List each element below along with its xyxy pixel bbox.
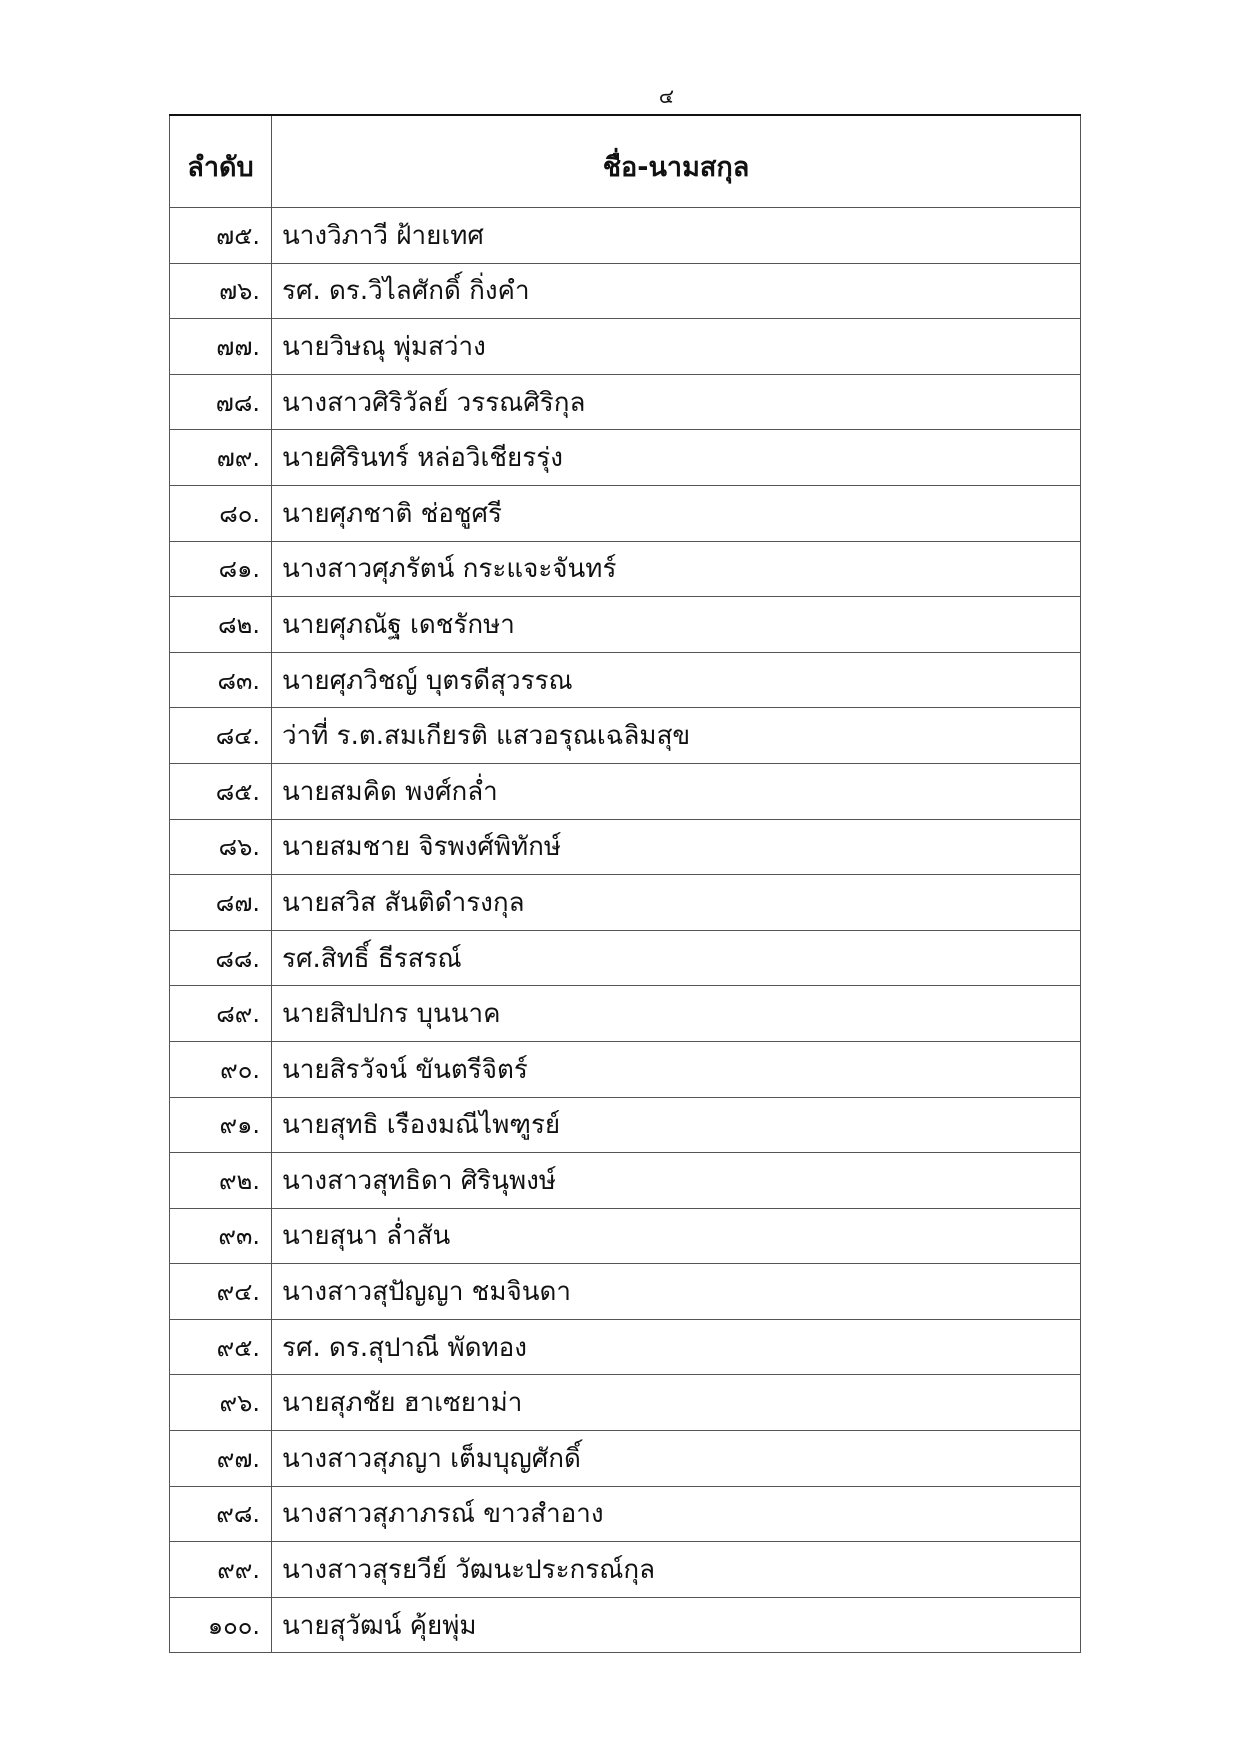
table-row xyxy=(170,875,1081,931)
table-row xyxy=(170,597,1081,653)
row-number: ๙๗. xyxy=(170,1431,272,1487)
table-row xyxy=(170,374,1081,430)
row-name: นางสาวสุภญา เต็มบุญศักดิ์ xyxy=(272,1431,1081,1487)
table-row xyxy=(170,986,1081,1042)
row-name: รศ. ดร.วิไลศักดิ์ กิ่งคำ xyxy=(272,263,1081,319)
table-row xyxy=(170,1431,1081,1487)
row-number: ๙๘. xyxy=(170,1486,272,1542)
row-name: นางสาวสุทธิดา ศิรินุพงษ์ xyxy=(272,1153,1081,1209)
table-row xyxy=(170,1375,1081,1431)
row-name: รศ. ดร.สุปาณี พัดทอง xyxy=(272,1319,1081,1375)
row-number: ๘๕. xyxy=(170,763,272,819)
table-row xyxy=(170,1097,1081,1153)
row-number: ๘๘. xyxy=(170,930,272,986)
row-number: ๙๓. xyxy=(170,1208,272,1264)
row-name: นางวิภาวี ฝ้ายเทศ xyxy=(272,208,1081,264)
row-name: นายสมคิด พงศ์กล่ำ xyxy=(272,763,1081,819)
table-body xyxy=(170,208,1081,1653)
row-name: นายสิรวัจน์ ขันตรีจิตร์ xyxy=(272,1041,1081,1097)
row-name: นายสมชาย จิรพงศ์พิทักษ์ xyxy=(272,819,1081,875)
row-number: ๗๕. xyxy=(170,208,272,264)
row-number: ๙๖. xyxy=(170,1375,272,1431)
row-number: ๗๗. xyxy=(170,319,272,375)
table-row xyxy=(170,430,1081,486)
row-number: ๗๖. xyxy=(170,263,272,319)
table-row xyxy=(170,1208,1081,1264)
name-list-table xyxy=(169,114,1081,1653)
row-name: นายสิปปกร บุนนาค xyxy=(272,986,1081,1042)
table-row xyxy=(170,1319,1081,1375)
row-number: ๙๑. xyxy=(170,1097,272,1153)
table-row xyxy=(170,819,1081,875)
row-name: นายศิรินทร์ หล่อวิเชียรรุ่ง xyxy=(272,430,1081,486)
table-row xyxy=(170,485,1081,541)
column-header-no: ลำดับ xyxy=(170,115,272,208)
table-row xyxy=(170,652,1081,708)
row-number: ๙๒. xyxy=(170,1153,272,1209)
row-number: ๘๑. xyxy=(170,541,272,597)
column-header-name: ชื่อ-นามสกุล xyxy=(272,115,1081,208)
row-number: ๘๒. xyxy=(170,597,272,653)
row-name: ว่าที่ ร.ต.สมเกียรติ แสวอรุณเฉลิมสุข xyxy=(272,708,1081,764)
row-number: ๙๔. xyxy=(170,1264,272,1320)
row-number: ๘๔. xyxy=(170,708,272,764)
row-name: นายสวิส สันติดำรงกุล xyxy=(272,875,1081,931)
row-number: ๘๖. xyxy=(170,819,272,875)
row-name: นางสาวสุภาภรณ์ ขาวสำอาง xyxy=(272,1486,1081,1542)
row-name: นางสาวสุปัญญา ชมจินดา xyxy=(272,1264,1081,1320)
row-number: ๑๐๐. xyxy=(170,1597,272,1653)
table-row xyxy=(170,1486,1081,1542)
row-number: ๘๐. xyxy=(170,485,272,541)
row-name: รศ.สิทธิ์ ธีรสรณ์ xyxy=(272,930,1081,986)
table-row xyxy=(170,319,1081,375)
row-number: ๗๘. xyxy=(170,374,272,430)
row-name: นางสาวศิริวัลย์ วรรณศิริกุล xyxy=(272,374,1081,430)
row-name: นายสุนา ล่ำสัน xyxy=(272,1208,1081,1264)
table-row xyxy=(170,708,1081,764)
table-row xyxy=(170,1041,1081,1097)
row-number: ๙๐. xyxy=(170,1041,272,1097)
row-number: ๘๓. xyxy=(170,652,272,708)
table-row xyxy=(170,208,1081,264)
row-name: นายสุทธิ เรืองมณีไพฑูรย์ xyxy=(272,1097,1081,1153)
row-number: ๘๗. xyxy=(170,875,272,931)
page-number: ๔ xyxy=(658,84,675,108)
row-name: นางสาวสุรยวีย์ วัฒนะประกรณ์กุล xyxy=(272,1542,1081,1598)
row-number: ๙๙. xyxy=(170,1542,272,1598)
table-row xyxy=(170,763,1081,819)
row-name: นายสุวัฒน์ คุ้ยพุ่ม xyxy=(272,1597,1081,1653)
table-row xyxy=(170,263,1081,319)
row-name: นายศุภชาติ ช่อชูศรี xyxy=(272,485,1081,541)
table-row xyxy=(170,1597,1081,1653)
row-number: ๙๕. xyxy=(170,1319,272,1375)
row-name: นายศุภวิชญ์ บุตรดีสุวรรณ xyxy=(272,652,1081,708)
table-row xyxy=(170,1153,1081,1209)
row-name: นางสาวศุภรัตน์ กระแจะจันทร์ xyxy=(272,541,1081,597)
row-name: นายสุภชัย ฮาเซยาม่า xyxy=(272,1375,1081,1431)
row-name: นายวิษณุ พุ่มสว่าง xyxy=(272,319,1081,375)
row-number: ๗๙. xyxy=(170,430,272,486)
table-row xyxy=(170,541,1081,597)
table-row xyxy=(170,1542,1081,1598)
row-name: นายศุภณัฐ เดชรักษา xyxy=(272,597,1081,653)
table-row xyxy=(170,1264,1081,1320)
table-row xyxy=(170,930,1081,986)
row-number: ๘๙. xyxy=(170,986,272,1042)
table-header-row xyxy=(170,115,1081,208)
